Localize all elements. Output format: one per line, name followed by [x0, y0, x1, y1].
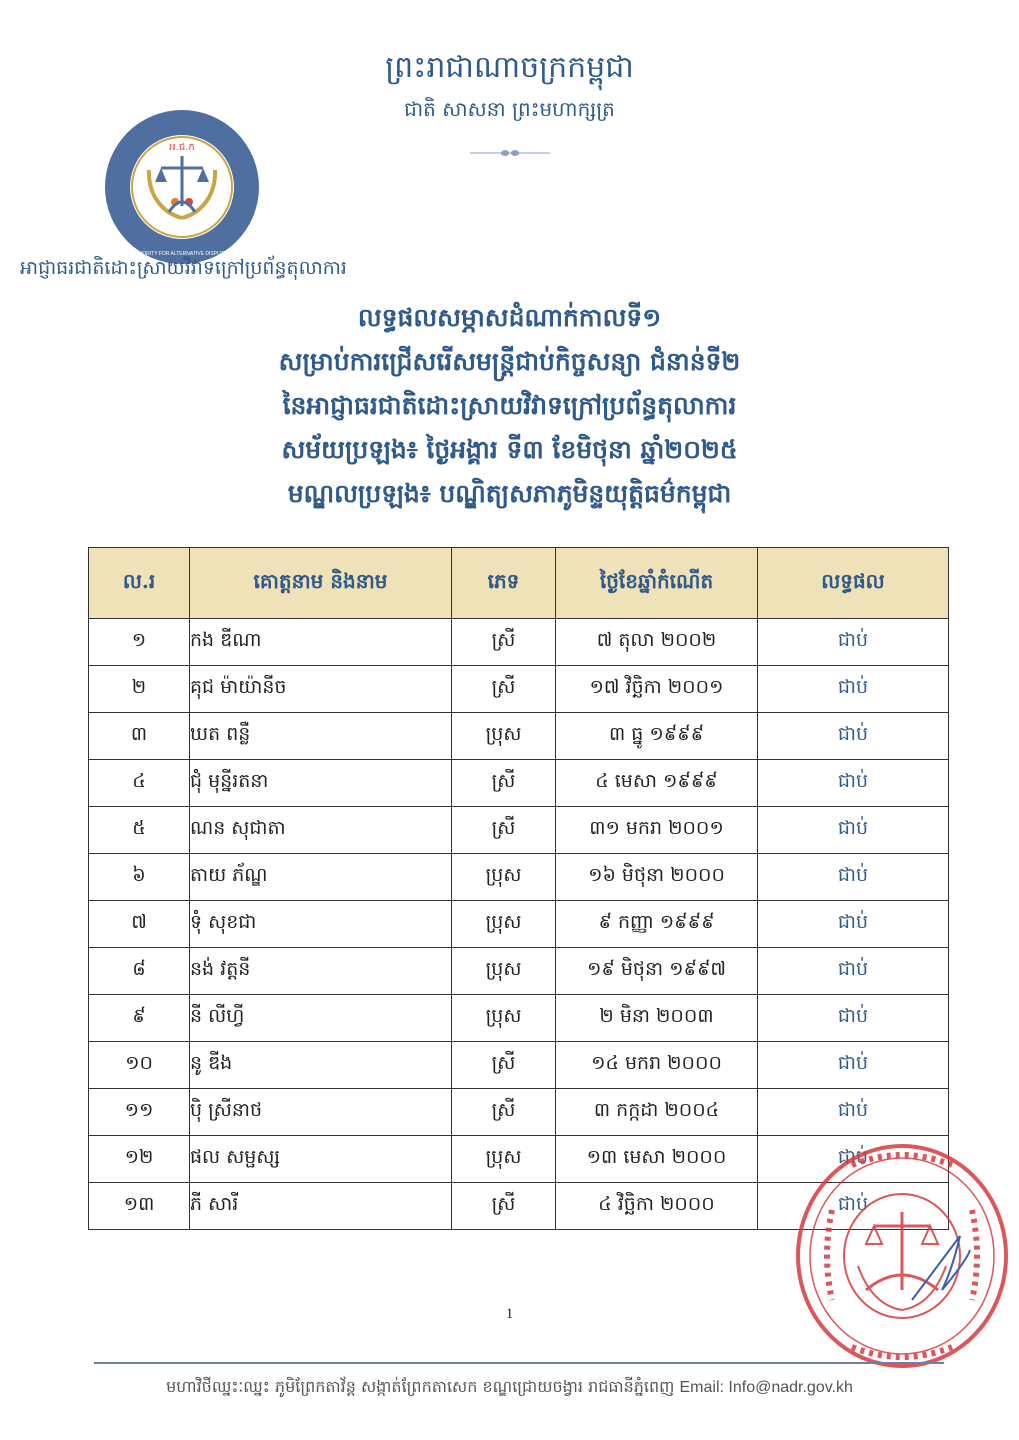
row-result: ជាប់: [758, 1183, 949, 1230]
row-sex: ស្រី: [452, 807, 556, 854]
row-sex: ប្រុស: [452, 854, 556, 901]
row-number: ៨: [89, 948, 190, 995]
table-row: [89, 948, 949, 995]
col-header-name: គោត្តនាម និងនាម: [190, 548, 452, 619]
row-dob: ២ មិនា ២០០៣: [556, 995, 758, 1042]
footer-divider: [94, 1362, 944, 1364]
row-number: ៩: [89, 995, 190, 1042]
row-number: ៦: [89, 854, 190, 901]
row-name: កង ឌីណា: [190, 619, 452, 666]
row-dob: ១៩ មិថុនា ១៩៩៧: [556, 948, 758, 995]
row-name: ប៉ិ ស្រីនាថ: [190, 1089, 452, 1136]
row-result: ជាប់: [758, 948, 949, 995]
document-title: [0, 296, 1019, 516]
table-row: [89, 995, 949, 1042]
footer-email: Email: Info@nadr.gov.kh: [679, 1379, 853, 1396]
results-table: [88, 547, 949, 1230]
row-result: ជាប់: [758, 666, 949, 713]
row-dob: ១៧ វិច្ឆិកា ២០០១: [556, 666, 758, 713]
row-name: ភី សារី: [190, 1183, 452, 1230]
row-result: ជាប់: [758, 713, 949, 760]
official-stamp-icon: [792, 1140, 1012, 1372]
row-dob: ១៦ មិថុនា ២០០០: [556, 854, 758, 901]
agency-name: អាជ្ញាធរជាតិដោះស្រាយវិវាទក្រៅប្រព័ន្ធតុលាការ: [20, 257, 347, 279]
row-number: ១: [89, 619, 190, 666]
logo-caption: NATIONAL AUTHORITY FOR ALTERNATIVE DISPUTE RESOLUTION: [103, 251, 261, 257]
row-result: ជាប់: [758, 1136, 949, 1183]
row-name: ឃត ពន្លឺ: [190, 713, 452, 760]
row-name: នូ ឌីង: [190, 1042, 452, 1089]
row-number: ១១: [89, 1089, 190, 1136]
ornament-divider-icon: [470, 143, 550, 163]
col-header-number: ល.រ: [89, 548, 190, 619]
row-dob: ៣ ធ្នូ ១៩៩៩: [556, 713, 758, 760]
table-row: [89, 1089, 949, 1136]
row-number: ៣: [89, 713, 190, 760]
col-header-dob: ថ្ងៃខែឆ្នាំកំណើត: [556, 548, 758, 619]
row-result: ជាប់: [758, 760, 949, 807]
table-row: [89, 760, 949, 807]
row-dob: ៣១ មករា ២០០១: [556, 807, 758, 854]
row-result: ជាប់: [758, 619, 949, 666]
table-row: [89, 713, 949, 760]
footer-address: មហាវិថីឈ្នះៈឈ្នះ ភូមិព្រែកតាវ័ន្ត សង្កាត់ព្រែកតាសេក ខណ្ឌជ្រោយចង្វារ រាជធានីភ្នំពេញ: [166, 1377, 675, 1396]
row-name: ណន សុជាតា: [190, 807, 452, 854]
row-number: ១០: [89, 1042, 190, 1089]
row-dob: ៤ មេសា ១៩៩៩: [556, 760, 758, 807]
page-number: 1: [505, 1306, 514, 1322]
row-dob: ៧ តុលា ២០០២: [556, 619, 758, 666]
row-sex: ប្រុស: [452, 713, 556, 760]
row-sex: ស្រី: [452, 1042, 556, 1089]
kingdom-heading: ព្រះរាជាណាចក្រកម្ពុជា: [385, 50, 634, 85]
col-header-result: លទ្ធផល: [758, 548, 949, 619]
table-row: [89, 901, 949, 948]
row-sex: ស្រី: [452, 666, 556, 713]
row-dob: ៣ កក្កដា ២០០៤: [556, 1089, 758, 1136]
row-dob: ៩ កញ្ញា ១៩៩៩: [556, 901, 758, 948]
row-result: ជាប់: [758, 901, 949, 948]
agency-logo-icon: [103, 108, 261, 266]
row-sex: ប្រុស: [452, 948, 556, 995]
row-number: ៧: [89, 901, 190, 948]
table-row: [89, 619, 949, 666]
row-number: ១២: [89, 1136, 190, 1183]
table-row: [89, 807, 949, 854]
row-name: នី លីហ្វី: [190, 995, 452, 1042]
row-name: ផល សម្ផស្ស: [190, 1136, 452, 1183]
row-sex: ស្រី: [452, 1089, 556, 1136]
table-row: [89, 666, 949, 713]
row-result: ជាប់: [758, 995, 949, 1042]
table-row: [89, 1042, 949, 1089]
row-name: តាយ ភ័ណ្ឌ: [190, 854, 452, 901]
title-line-5: មណ្ឌលប្រឡង៖ បណ្ឌិត្យសភាភូមិន្ទយុត្តិធម៌កម្ពុជា: [287, 479, 732, 508]
table-row: [89, 854, 949, 901]
row-dob: ៤ វិច្ឆិកា ២០០០: [556, 1183, 758, 1230]
logo-initials: អ.ជ.ក: [169, 142, 195, 153]
title-line-4: សម័យប្រឡង៖ ថ្ងៃអង្គារ ទី៣ ខែមិថុនា ឆ្នាំ២០២៥: [281, 435, 738, 464]
row-dob: ១៣ មេសា ២០០០: [556, 1136, 758, 1183]
title-line-2: សម្រាប់ការជ្រើសរើសមន្ត្រីជាប់កិច្ចសន្យា ជំនាន់ទី២: [278, 347, 741, 376]
row-number: ៤: [89, 760, 190, 807]
footer: [0, 1376, 1019, 1400]
row-sex: ស្រី: [452, 619, 556, 666]
row-result: ជាប់: [758, 1089, 949, 1136]
col-header-sex: ភេទ: [452, 548, 556, 619]
national-motto: ជាតិ សាសនា ព្រះមហាក្សត្រ: [404, 97, 615, 121]
row-result: ជាប់: [758, 854, 949, 901]
row-sex: ស្រី: [452, 760, 556, 807]
title-line-3: នៃអាជ្ញាធរជាតិដោះស្រាយវិវាទក្រៅប្រព័ន្ធតុលាការ: [282, 391, 737, 420]
title-line-1: លទ្ធផលសម្ភាសដំណាក់កាលទី១: [357, 303, 662, 332]
row-number: ៥: [89, 807, 190, 854]
row-name: នង់ វត្តនី: [190, 948, 452, 995]
row-result: ជាប់: [758, 1042, 949, 1089]
row-number: ១៣: [89, 1183, 190, 1230]
row-name: ជុំ មុន្នីរតនា: [190, 760, 452, 807]
row-sex: ប្រុស: [452, 995, 556, 1042]
row-sex: ប្រុស: [452, 901, 556, 948]
row-sex: ប្រុស: [452, 1136, 556, 1183]
row-name: គុជ ម៉ាយ៉ានីច: [190, 666, 452, 713]
row-result: ជាប់: [758, 807, 949, 854]
table-header-row: [89, 548, 949, 619]
row-dob: ១៤ មករា ២០០០: [556, 1042, 758, 1089]
row-number: ២: [89, 666, 190, 713]
row-name: ទុំ សុខជា: [190, 901, 452, 948]
row-sex: ស្រី: [452, 1183, 556, 1230]
